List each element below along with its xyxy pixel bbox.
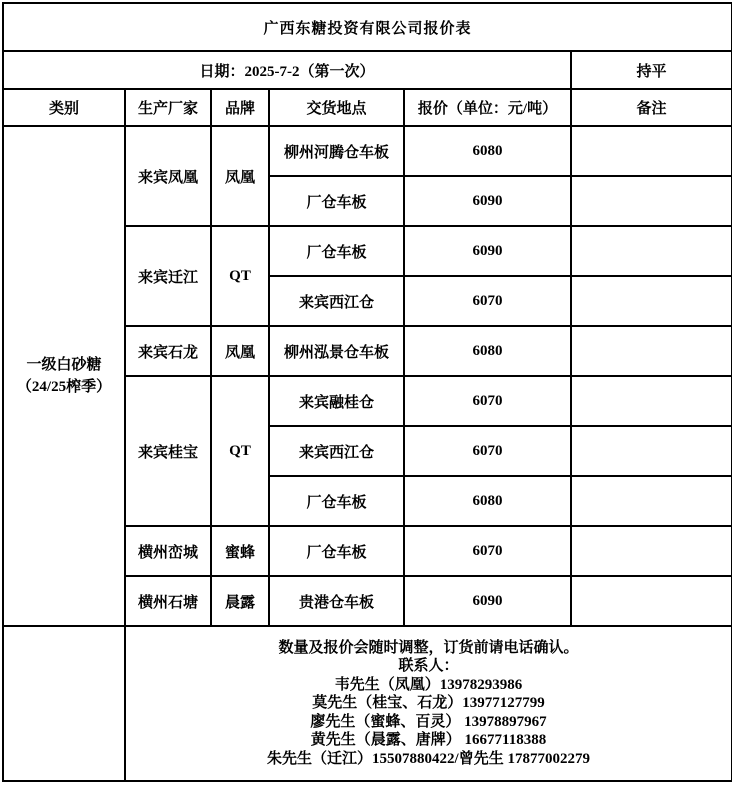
header-price: 报价（单位：元/吨） <box>404 89 571 126</box>
price-cell: 6070 <box>404 276 571 326</box>
page-title: 广西东糖投资有限公司报价表 <box>3 3 732 51</box>
price-cell: 6090 <box>404 176 571 226</box>
footer-row <box>3 626 732 781</box>
price-cell: 6090 <box>404 576 571 626</box>
delivery-cell: 柳州河腾仓车板 <box>269 126 404 176</box>
manufacturer-cell: 横州峦城 <box>125 526 211 576</box>
footer-contact-heading: 联系人： <box>398 658 459 675</box>
remark-cell <box>571 576 732 626</box>
remark-cell <box>571 476 732 526</box>
remark-cell <box>571 526 732 576</box>
delivery-cell: 来宾融桂仓 <box>269 376 404 426</box>
brand-cell: 凤凰 <box>211 126 269 226</box>
footer-contact: 韦先生（凤凰）13978293986 <box>334 676 523 693</box>
price-cell: 6070 <box>404 426 571 476</box>
title-row <box>3 3 732 51</box>
quotation-table <box>2 2 732 782</box>
price-cell: 6070 <box>404 526 571 576</box>
remark-cell <box>571 426 732 476</box>
manufacturer-cell: 来宾凤凰 <box>125 126 211 226</box>
manufacturer-cell: 来宾桂宝 <box>125 376 211 526</box>
footer-contact: 廖先生（蜜蜂、百灵） 13978897967 <box>310 713 547 730</box>
footer-left-cell <box>3 626 125 781</box>
category-line1: 一级白砂糖 <box>26 357 102 373</box>
delivery-cell: 来宾西江仓 <box>269 276 404 326</box>
category-cell <box>3 126 125 626</box>
price-cell: 6090 <box>404 226 571 276</box>
remark-cell <box>571 376 732 426</box>
header-remark: 备注 <box>571 89 732 126</box>
table-row <box>3 126 732 176</box>
delivery-cell: 贵港仓车板 <box>269 576 404 626</box>
price-cell: 6080 <box>404 476 571 526</box>
header-brand: 品牌 <box>211 89 269 126</box>
header-delivery: 交货地点 <box>269 89 404 126</box>
footer-contact: 朱先生（迁江）15507880422/曾先生 17877002279 <box>267 750 590 767</box>
remark-cell <box>571 126 732 176</box>
category-line2: （24/25榨季） <box>16 379 112 395</box>
brand-cell: 蜜蜂 <box>211 526 269 576</box>
delivery-cell: 来宾西江仓 <box>269 426 404 476</box>
remark-cell <box>571 176 732 226</box>
header-row <box>3 89 732 126</box>
remark-cell <box>571 326 732 376</box>
price-cell: 6070 <box>404 376 571 426</box>
delivery-cell: 柳州泓景仓车板 <box>269 326 404 376</box>
footer-notes <box>125 626 732 781</box>
price-cell: 6080 <box>404 126 571 176</box>
brand-cell: 晨露 <box>211 576 269 626</box>
delivery-cell: 厂仓车板 <box>269 226 404 276</box>
remark-cell <box>571 226 732 276</box>
delivery-cell: 厂仓车板 <box>269 476 404 526</box>
trend-status: 持平 <box>571 51 732 89</box>
manufacturer-cell: 来宾迁江 <box>125 226 211 326</box>
footer-notice: 数量及报价会随时调整，订货前请电话确认。 <box>278 639 579 656</box>
manufacturer-cell: 横州石塘 <box>125 576 211 626</box>
footer-contact: 黄先生（晨露、唐牌） 16677118388 <box>310 732 547 749</box>
date-row <box>3 51 732 89</box>
delivery-cell: 厂仓车板 <box>269 526 404 576</box>
header-category: 类别 <box>3 89 125 126</box>
header-manufacturer: 生产厂家 <box>125 89 211 126</box>
date-label: 日期：2025-7-2（第一次） <box>3 51 571 89</box>
price-cell: 6080 <box>404 326 571 376</box>
delivery-cell: 厂仓车板 <box>269 176 404 226</box>
brand-cell: QT <box>211 376 269 526</box>
manufacturer-cell: 来宾石龙 <box>125 326 211 376</box>
brand-cell: QT <box>211 226 269 326</box>
footer-contact: 莫先生（桂宝、石龙）13977127799 <box>312 695 545 712</box>
brand-cell: 凤凰 <box>211 326 269 376</box>
remark-cell <box>571 276 732 326</box>
